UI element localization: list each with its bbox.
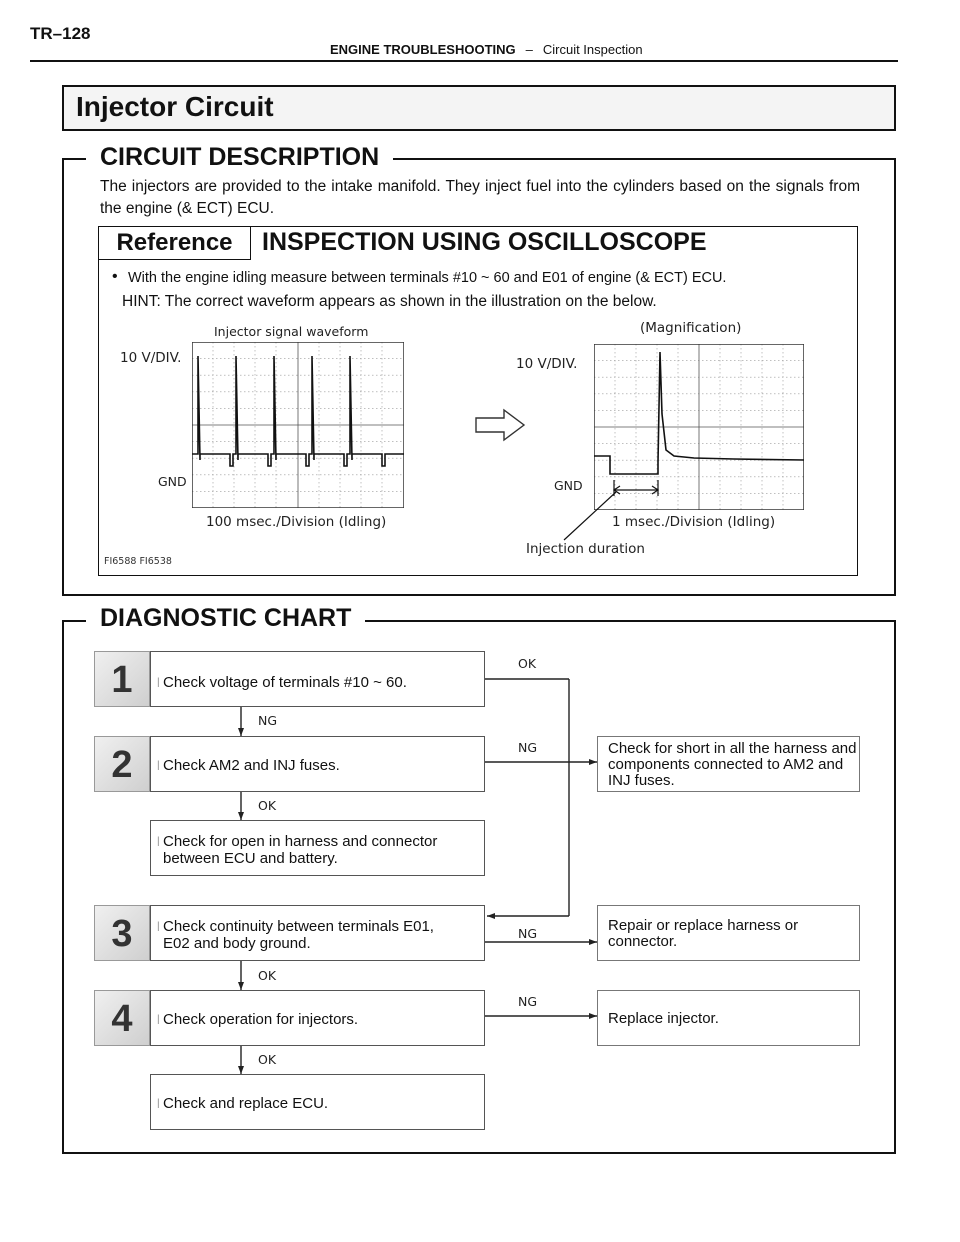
page-number: TR–128 [30,24,91,43]
header-subsection: Circuit Inspection [542,42,643,57]
right-scope-annotation: Injection duration [526,541,645,557]
right-scope-time: 1 msec./Division (Idling) [612,514,776,530]
header-separator: – [525,42,533,57]
result-text-short-check: Check for short in all the harness and components connected to AM2 and INJ fuses. [608,740,857,789]
label-ok-step2: OK [258,798,277,813]
step-box-replace-ecu: | Check and replace ECU. [150,1074,485,1130]
right-scope-scale: 10 V/DIV. [516,356,578,372]
bullet-icon: • [112,268,118,285]
step-box-3: | Check continuity between terminals E01, E02 and body ground. [150,905,485,961]
left-scope-caption: Injector signal waveform [214,324,369,339]
reference-title: INSPECTION USING OSCILLOSCOPE [262,228,707,256]
label-ok-step4: OK [258,1052,277,1067]
reference-label: Reference [98,226,251,260]
inspection-hint: HINT: The correct waveform appears as shown in the illustration on the below. [122,293,657,310]
step-box-open-check: | Check for open in harness and connector between ECU and battery. [150,820,485,876]
step-text-open-check: Check for open in harness and connector between ECU and battery. [163,833,438,867]
step-text-4: Check operation for injectors. [163,1011,359,1028]
step-number-1: 1 [94,651,150,707]
step-number-2: 2 [94,736,150,792]
right-scope-ground: GND [554,478,583,493]
step-text-replace-ecu: Check and replace ECU. [163,1095,329,1112]
left-scope-ground: GND [158,474,187,489]
step-text-2: Check AM2 and INJ fuses. [163,757,340,774]
label-ok-step3: OK [258,968,277,983]
label-ng-step3: NG [518,926,538,941]
step-number-3: 3 [94,905,150,961]
result-text-repair-harness: Repair or replace harness or connector. [608,917,799,950]
circuit-description-text: The injectors are provided to the intake manifold. They inject fuel into the cylinders based on the signals from the engine (& ECT) ECU. [100,178,860,217]
left-scope-time: 100 msec./Division (Idling) [206,514,387,530]
inspection-bullet: With the engine idling measure between terminals #10 ~ 60 and E01 of engine (& ECT) ECU. [128,270,727,286]
left-scope-scale: 10 V/DIV. [120,350,182,366]
result-text-replace-injector: Replace injector. [608,1010,719,1027]
step-box-2: | Check AM2 and INJ fuses. [150,736,485,792]
page-title: Injector Circuit [76,91,274,122]
circuit-description-heading: CIRCUIT DESCRIPTION [86,143,393,172]
step-box-1: | Check voltage of terminals #10 ~ 60. [150,651,485,707]
label-ok-step1: OK [518,656,537,671]
right-scope-caption: (Magnification) [640,320,742,336]
step-text-1: Check voltage of terminals #10 ~ 60. [163,674,407,691]
label-ng-step4: NG [518,994,538,1009]
step-text-3: Check continuity between terminals E01, E02 and body ground. [163,918,434,952]
step-box-4: | Check operation for injectors. [150,990,485,1046]
label-ng-step2: NG [518,740,538,755]
figure-id: FI6588 FI6538 [104,556,172,567]
header-section: ENGINE TROUBLESHOOTING [330,42,516,57]
diagnostic-chart-heading: DIAGNOSTIC CHART [86,604,365,633]
step-number-4: 4 [94,990,150,1046]
label-ng-step1: NG [258,713,278,728]
